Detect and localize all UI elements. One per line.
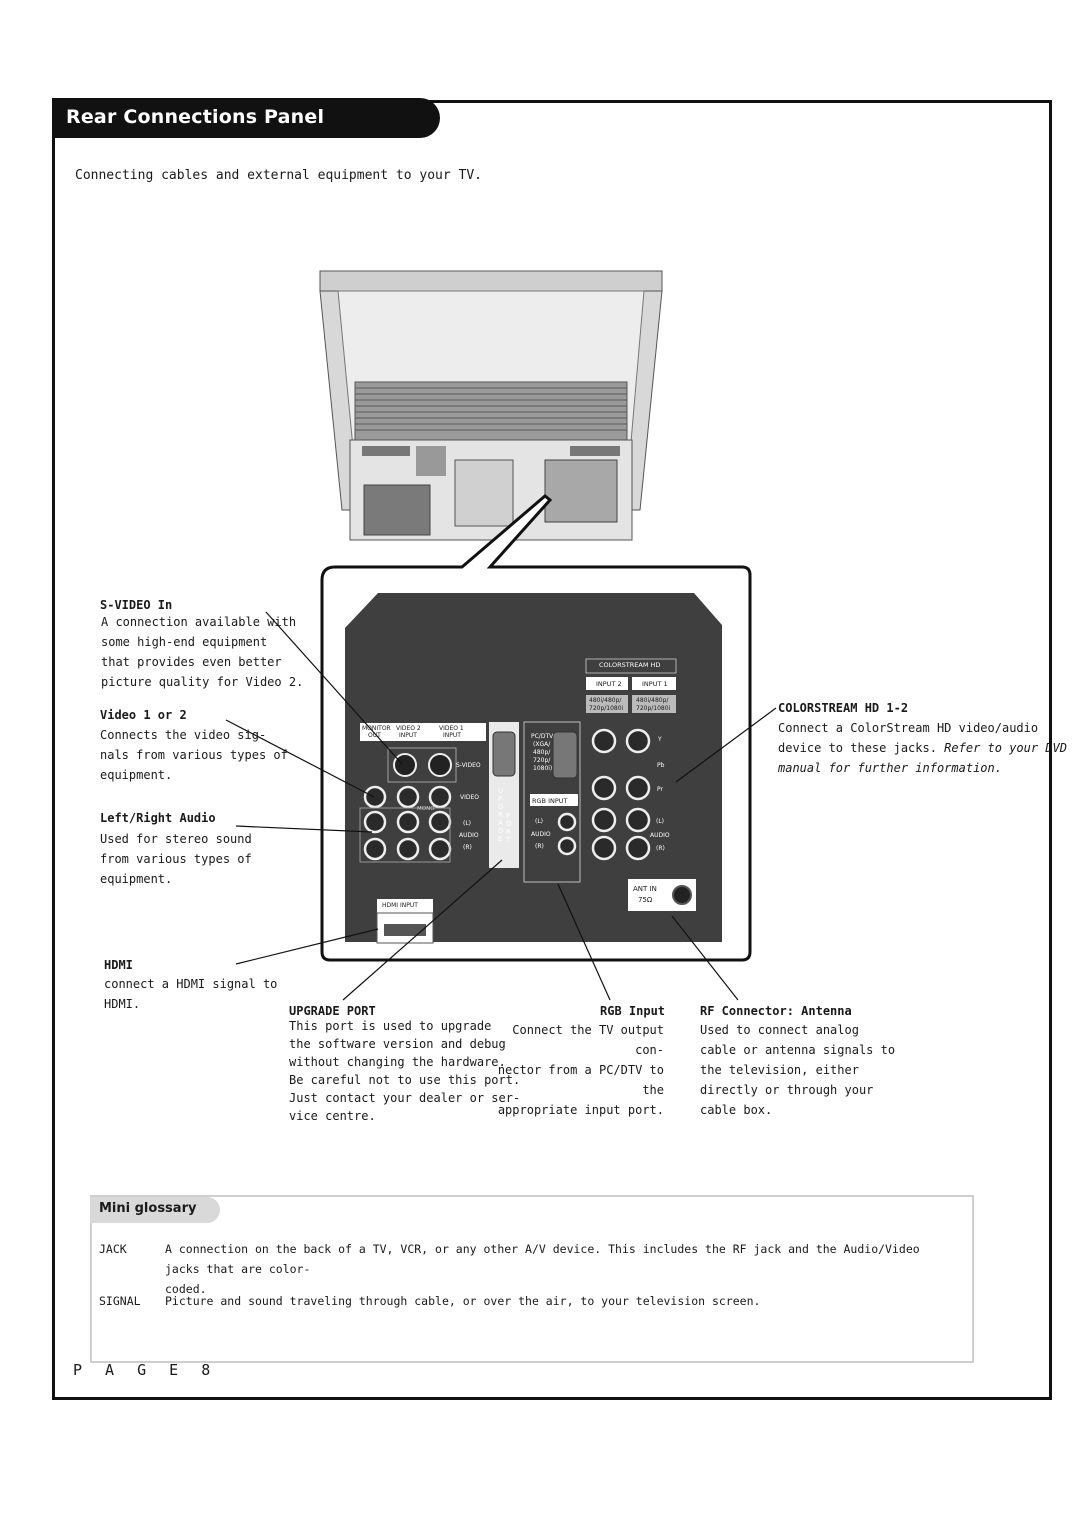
port-vertical-label: PORT — [506, 812, 512, 844]
colorstream-callout-title: COLORSTREAM HD 1-2 — [778, 701, 909, 715]
xga-label: (XGA/ — [533, 741, 551, 748]
pr-label: Pr — [657, 786, 663, 793]
s-video-label: S-VIDEO — [456, 762, 481, 769]
res-label-a1: 480i/480p/ — [589, 697, 622, 704]
video1-input-label: INPUT — [443, 732, 461, 739]
glossary-term-jack: JACK — [99, 1242, 127, 1256]
intro-text: Connecting cables and external equipment to your TV. — [75, 168, 482, 183]
hdmi-input-panel-label: HDMI INPUT — [382, 902, 418, 909]
colorstream-callout-text: Connect a ColorStream HD video/audio device to these jacks. Refer to your DVD manual for further information. — [778, 721, 1067, 775]
cs-r-label: (R) — [656, 845, 665, 852]
rf-callout-title: RF Connector: Antenna — [700, 1004, 852, 1018]
y-label: Y — [658, 736, 662, 743]
res-label-a2: 720p/1080i — [589, 705, 624, 712]
hdmi-callout-text: connect a HDMI signal to HDMI. — [104, 977, 278, 1011]
video2-input-label: INPUT — [399, 732, 417, 739]
svideo-callout-text: A connection available with some high-end equipment that provides even better picture quality for Video 2. — [101, 615, 304, 689]
right-audio-label: (R) — [463, 844, 472, 851]
input2-panel-label: INPUT 2 — [596, 680, 622, 688]
rf-callout-text: Used to connect analog cable or antenna signals to the television, either directly or through your cable box. — [700, 1023, 896, 1117]
rgb-input-panel-label: RGB INPUT — [532, 797, 568, 805]
out-label: OUT — [368, 732, 381, 739]
ohm-label: 75Ω — [638, 896, 653, 904]
tv-back-illustration — [320, 271, 662, 540]
p720-label: 720p/ — [533, 757, 551, 764]
res-label-b1: 480i/480p/ — [636, 697, 669, 704]
left-audio-label: (L) — [463, 820, 472, 827]
video-label: VIDEO — [460, 794, 480, 801]
glossary-title: Mini glossary — [99, 1201, 197, 1216]
res-label-b2: 720p/1080i — [636, 705, 671, 712]
lr-audio-callout-title: Left/Right Audio — [100, 811, 216, 825]
glossary-def-signal: Picture and sound traveling through cable, or over the air, to your television screen. — [165, 1294, 761, 1308]
mono-label: MONO — [417, 806, 435, 812]
page-title: Rear Connections Panel — [66, 106, 325, 128]
rgb-audio-label: AUDIO — [531, 831, 551, 838]
pb-label: Pb — [657, 762, 665, 769]
p480-label: 480p/ — [533, 749, 551, 756]
rgb-callout-text: Connect the TV output con- nector from a PC/DTV to the appropriate input port. — [497, 1023, 664, 1117]
cs-audio-label: AUDIO — [650, 832, 670, 839]
glossary-term-signal: SIGNAL — [99, 1294, 141, 1308]
page-number: P A G E 8 — [73, 1361, 218, 1379]
video1-label: VIDEO 1 — [439, 725, 464, 732]
svideo-callout-title: S-VIDEO In — [100, 598, 173, 612]
rgb-r-label: (R) — [535, 843, 544, 850]
pc-dtv-label: PC/DTV — [531, 733, 554, 740]
colorstream-hd-panel-label: COLORSTREAM HD — [599, 661, 661, 669]
video12-callout-title: Video 1 or 2 — [100, 708, 187, 722]
lr-audio-callout-text: Used for stereo sound from various types of equipment. — [100, 832, 252, 886]
cs-l-label: (L) — [656, 818, 665, 825]
audio-label: AUDIO — [459, 832, 479, 839]
upgrade-callout-text: This port is used to upgrade the software version and debug without changing the hardware. Be careful not to use this port. Just contact your dealer or ser- vice centre. — [289, 1019, 521, 1123]
rgb-l-label: (L) — [535, 818, 544, 825]
ant-in-label: ANT IN — [633, 885, 657, 893]
upgrade-callout-title: UPGRADE PORT — [289, 1004, 376, 1018]
i1080-label: 1080i) — [533, 765, 553, 772]
video2-label: VIDEO 2 — [396, 725, 421, 732]
upgrade-vertical-label: UPGRADE — [498, 787, 504, 843]
input1-panel-label: INPUT 1 — [642, 680, 668, 688]
rgb-callout-title: RGB Input — [600, 1004, 666, 1018]
monitor-label: MONITOR — [362, 725, 391, 732]
video12-callout-text: Connects the video sig- nals from various types of equipment. — [100, 728, 288, 782]
glossary-def-jack: A connection on the back of a TV, VCR, or any other A/V device. This includes the RF jack and the Audio/Video jacks that are color- coded. — [165, 1242, 920, 1296]
hdmi-callout-title: HDMI — [104, 958, 133, 972]
